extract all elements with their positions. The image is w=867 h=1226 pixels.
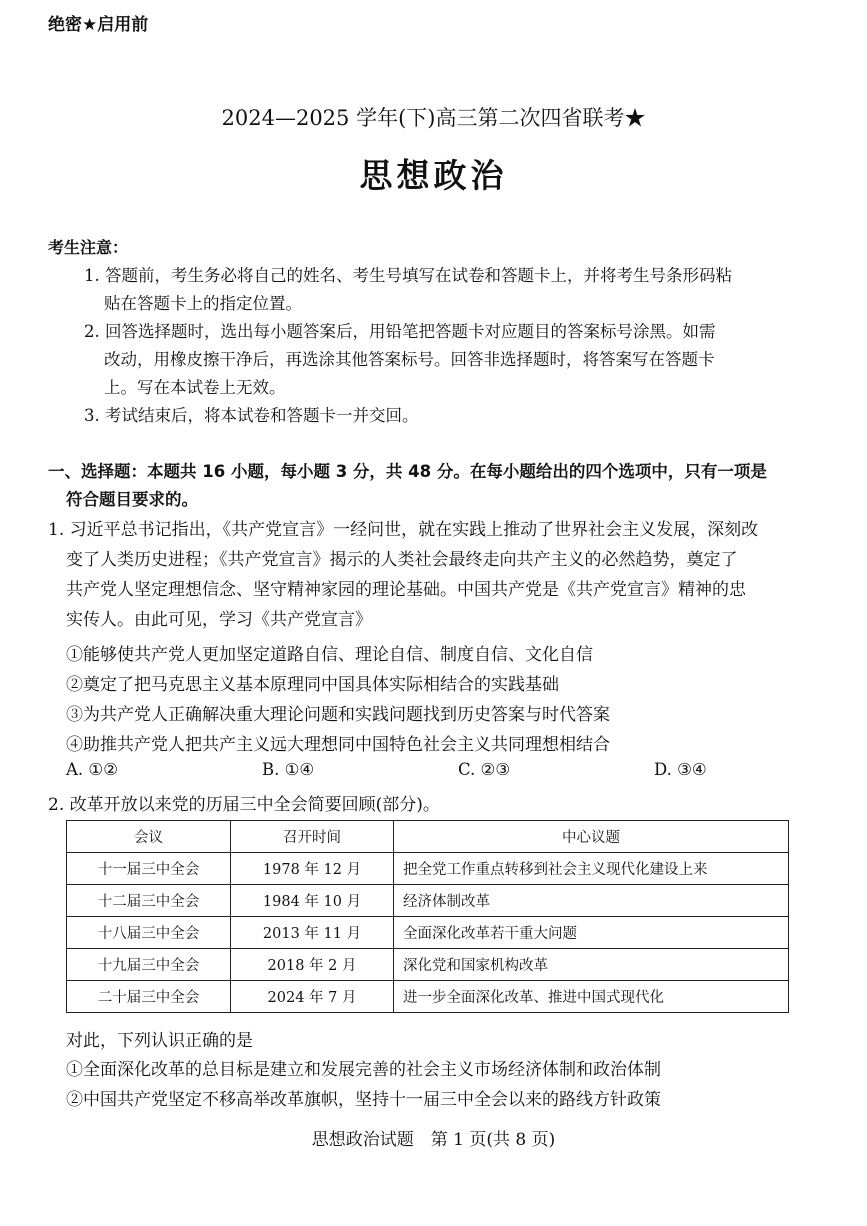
notice-heading: 考生注意： [48,238,129,257]
page-footer: 思想政治试题 第 1 页(共 8 页) [311,1130,556,1150]
table-cell: 把全党工作重点转移到社会主义现代化建设上来 [394,853,789,885]
table-header-cell: 会议 [67,821,231,853]
notice-line: 2. 回答选择题时，选出每小题答案后，用铅笔把答题卡对应题目的答案标号涂黑。如需 [84,322,716,341]
q1-choice-c: C. ②③ [458,760,511,779]
q2-statement: ②中国共产党坚定不移高举改革旗帜，坚持十一届三中全会以来的路线方针政策 [66,1090,661,1110]
table-row [67,949,789,981]
q1-statement: ②奠定了把马克思主义基本原理同中国具体实际相结合的实践基础 [66,675,559,695]
q1-statement: ④助推共产党人把共产主义远大理想同中国特色社会主义共同理想相结合 [66,735,610,755]
notice-line: 上。写在本试卷上无效。 [104,378,286,397]
plenary-review-table [66,820,789,1013]
q1-choice-d: D. ③④ [654,760,707,779]
notice-line: 贴在答题卡上的指定位置。 [104,294,302,313]
exam-title: 2024—2025 学年(下)高三第二次四省联考★ [221,106,646,130]
notice-line: 1. 答题前，考生务必将自己的姓名、考生号填写在试卷和答题卡上，并将考生号条形码粘 [84,266,732,285]
confidential-label: 绝密★启用前 [48,15,149,35]
table-cell: 十九届三中全会 [67,949,231,981]
table-cell: 经济体制改革 [394,885,789,917]
table-cell: 十二届三中全会 [67,885,231,917]
table-cell: 全面深化改革若干重大问题 [394,917,789,949]
notice-line: 改动，用橡皮擦干净后，再选涂其他答案标号。回答非选择题时，将答案写在答题卡 [104,350,715,369]
notice-line: 3. 考试结束后，将本试卷和答题卡一并交回。 [84,406,419,425]
table-row [67,853,789,885]
table-cell: 2018 年 2 月 [231,949,394,981]
section-heading: 一、选择题：本题共 16 小题，每小题 3 分，共 48 分。在每小题给出的四个选项中，只有一项是 [48,462,767,481]
table-cell: 2024 年 7 月 [231,981,394,1013]
q1-stem-line: 共产党人坚定理想信念、坚守精神家园的理论基础。中国共产党是《共产党宣言》精神的忠 [66,580,746,600]
q2-statement: ①全面深化改革的总目标是建立和发展完善的社会主义市场经济体制和政治体制 [66,1060,661,1080]
table-row [67,885,789,917]
table-cell: 2013 年 11 月 [231,917,394,949]
table-cell: 二十届三中全会 [67,981,231,1013]
table-header-row [67,821,789,853]
table-cell: 进一步全面深化改革、推进中国式现代化 [394,981,789,1013]
q2-lead: 对此，下列认识正确的是 [66,1031,253,1051]
q2-stem: 2. 改革开放以来党的历届三中全会简要回顾(部分)。 [48,795,440,815]
q1-stem-line: 1. 习近平总书记指出，《共产党宣言》一经问世，就在实践上推动了世界社会主义发展，深刻改 [48,520,759,540]
table-cell: 1978 年 12 月 [231,853,394,885]
q1-statement: ①能够使共产党人更加坚定道路自信、理论自信、制度自信、文化自信 [66,645,593,665]
table-row [67,917,789,949]
table-header-cell: 召开时间 [231,821,394,853]
table-cell: 十一届三中全会 [67,853,231,885]
q1-choice-b: B. ①④ [262,760,315,779]
table-cell: 十八届三中全会 [67,917,231,949]
table-cell: 1984 年 10 月 [231,885,394,917]
section-heading-cont: 符合题目要求的。 [66,490,198,509]
subject-title: 思想政治 [359,156,508,195]
table-row [67,981,789,1013]
q1-choice-a: A. ①② [66,760,118,779]
q1-stem-line: 变了人类历史进程；《共产党宣言》揭示的人类社会最终走向共产主义的必然趋势，奠定了 [66,550,738,570]
table-header-cell: 中心议题 [394,821,789,853]
table-cell: 深化党和国家机构改革 [394,949,789,981]
q1-statement: ③为共产党人正确解决重大理论问题和实践问题找到历史答案与时代答案 [66,705,610,725]
q1-stem-line: 实传人。由此可见，学习《共产党宣言》 [66,610,372,630]
